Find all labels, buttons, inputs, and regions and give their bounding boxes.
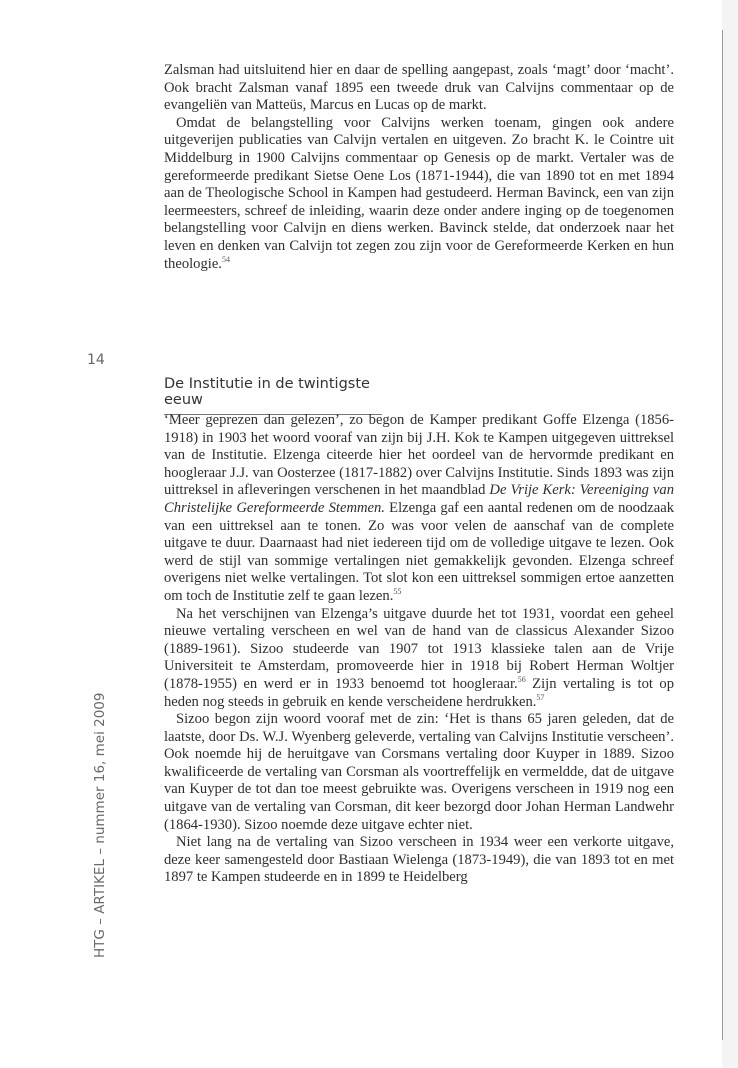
- paragraph-text: Zalsman had uitsluitend hier en daar de spelling aangepast, zoals ‘magt’ door ‘macht’. Ook bracht Zalsman vanaf 1895 een tweede druk van Calvijns commentaar op de evangeliën van Matteüs, Marcus en Lucas op de markt.: [164, 62, 674, 114]
- section-main: [164, 412, 674, 887]
- paragraph: [164, 62, 674, 115]
- paragraph-text: Zijn vertaling is tot op heden nog steeds in gebruik en kende verscheidene herdrukken.: [164, 675, 674, 710]
- paragraph-text: ‘Meer geprezen dan gelezen’, zo begon de Kamper predikant Goffe Elzenga (1856-1918) in 1903 het woord vooraf van zijn bij J.H. Kok te Kampen uitgegeven uittreksel van de Institutie. Elzenga citeerde hier het oordeel van de hervormde predikant en hoogleraar J.J. van Oosterzee (1817-1882) over Calvijns Institutie. Sinds 1893 was zijn uittreksel in afleveringen verschenen in het maandblad: [164, 412, 674, 499]
- page-edge: [722, 0, 738, 1068]
- footnote-ref[interactable]: 57: [536, 692, 545, 702]
- page-number: 14: [87, 352, 105, 368]
- footnote-ref[interactable]: 55: [393, 587, 402, 597]
- paragraph-text: Niet lang na de vertaling van Sizoo verscheen in 1934 weer een verkorte uitgave, deze keer samengesteld door Bastiaan Wielenga (1873-1949), die van 1893 tot en met 1897 te Kampen studeerde en in 1899 te Heidelberg: [164, 834, 674, 886]
- paragraph: [164, 834, 674, 887]
- section-heading: De Institutie in de twintigste eeuw: [164, 376, 382, 415]
- paragraph-text: Omdat de belangstelling voor Calvijns werken toenam, gingen ook andere uitgeverijen publicaties van Calvijn vertalen en uitgeven. Zo bracht K. le Cointre uit Middelburg in 1900 Calvijns commentaar op Genesis op de markt. Vertaler was de gereformeerde predikant Sietse Oene Los (1871-1944), die van 1890 tot en met 1894 aan de Theologische School in Kampen had gestudeerd. Herman Bavinck, een van zijn leermeesters, schreef de inleiding, waarin deze onder andere inging op de toegenomen belangstelling voor Calvijn en diens werken. Bavinck stelde, dat onderzoek naar het leven en denken van Calvijn tot zegen zou zijn voor de Gereformeerde Kerken en hun theologie.: [164, 114, 674, 272]
- periodical-title: De Vrije Kerk: Vereeniging van Christelijke Gereformeerde Stemmen.: [164, 482, 674, 516]
- paragraph-text: Na het verschijnen van Elzenga’s uitgave duurde het tot 1931, voordat een geheel nieuwe vertaling verscheen en wel van de hand van de classicus Alexander Sizoo (1889-1961). Sizoo studeerde van 1907 tot 1913 klassieke talen aan de Vrije Universiteit te Amsterdam, promoveerde hier in 1918 bij Robert Herman Woltjer (1878-1955) en werd er in 1933 benoemd tot hoogleraar.: [164, 605, 674, 692]
- running-side-label: HTG – ARTIKEL – nummer 16, mei 2009: [92, 692, 108, 958]
- paragraph: [164, 606, 674, 712]
- paragraph: [164, 115, 674, 273]
- paragraph: [164, 711, 674, 834]
- footnote-ref[interactable]: 56: [517, 675, 526, 685]
- footnote-ref[interactable]: 54: [221, 254, 230, 264]
- paragraph-text: Sizoo begon zijn woord vooraf met de zin: ‘Het is thans 65 jaren geleden, dat de laatste, door Ds. W.J. Wyenberg geleverde, vertaling van Calvijns Institutie verscheen’. Ook noemde hij de heruitgave van Corsmans vertaling door Kuyper in 1889. Sizoo kwalificeerde de vertaling van Corsman als voortreffelijk en vermeldde, dat de uitgave van Kuyper de tot dan toe meest gebruikte was. Overigens verscheen in 1919 nog een uitgave van de vertaling van Corsman, dit keer bezorgd door Johan Herman Landwehr (1864-1930). Sizoo noemde deze uitgave echter niet.: [164, 711, 674, 833]
- section-top: [164, 62, 674, 273]
- paragraph-text: Elzenga gaf een aantal redenen om de noodzaak van een uittreksel aan te tonen. Zo was voor velen de aanschaf van de complete uitgave te duur. Daarnaast had niet iedereen tijd om de volledige uitgave te lezen. Ook werd de stijl van sommige vertalingen niet gemakkelijk gevonden. Elzenga schreef overigens niet welke vertalingen. Tot slot kon een uittreksel sommigen ertoe aanzetten om toch de Institutie zelf te gaan lezen.: [164, 499, 674, 604]
- paragraph: [164, 412, 674, 606]
